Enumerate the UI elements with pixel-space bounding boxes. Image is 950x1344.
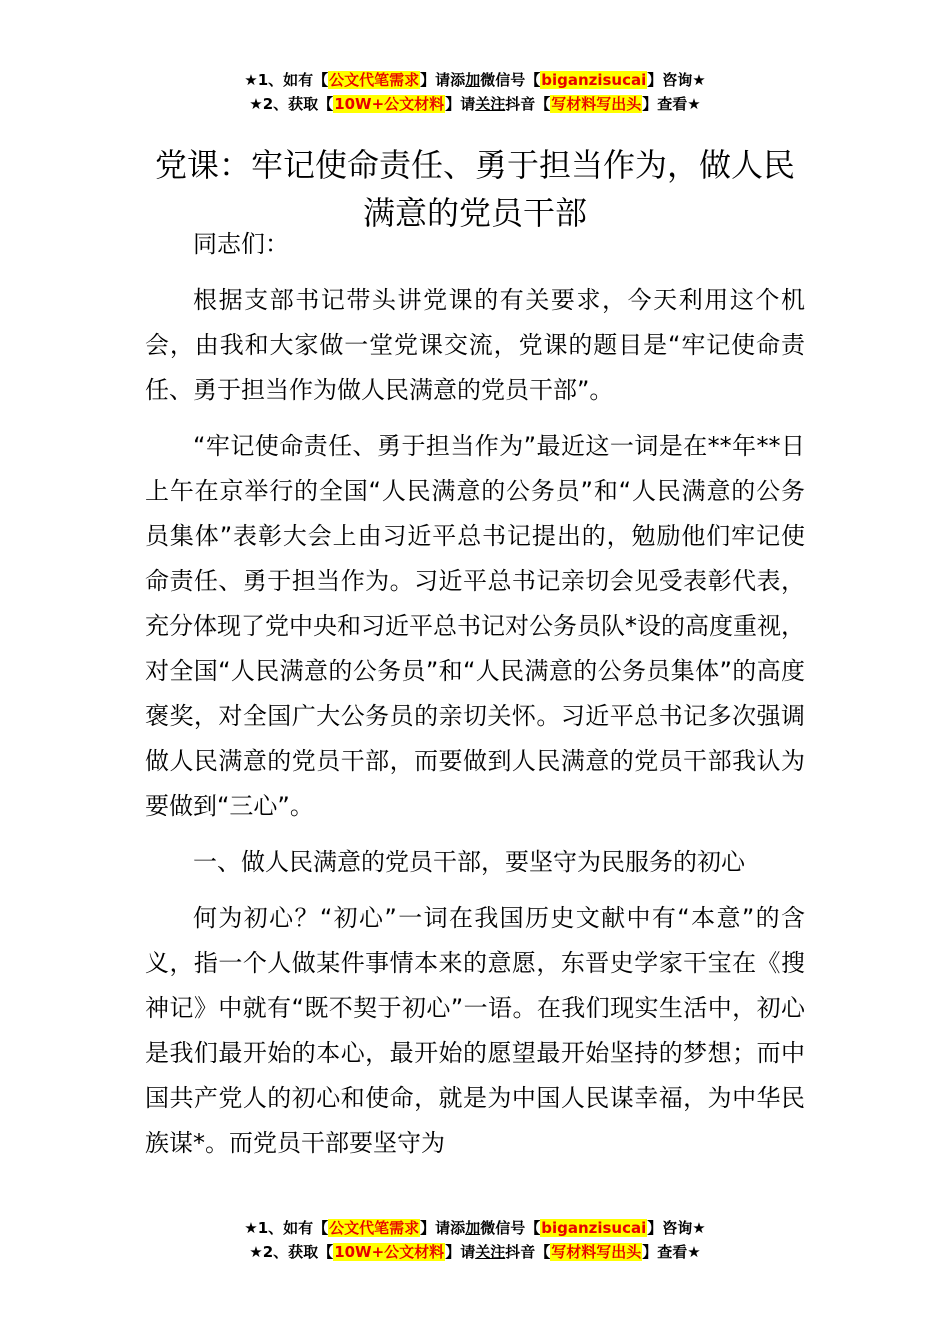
document-title: 党课：牢记使命责任、勇于担当作为，做人民满意的党员干部 <box>154 146 795 233</box>
promo-highlight: 写材料写出头 <box>551 1243 642 1261</box>
promo-line-2: ★2、获取【10W+公文材料】请关注抖音【写材料写出头】查看★ <box>249 1243 701 1261</box>
promo-highlight: 10W+公文材料 <box>334 95 445 113</box>
promo-highlight: 10W+公文材料 <box>334 1243 445 1261</box>
promo-highlight: 公文代笔需求 <box>329 1219 420 1237</box>
paragraph: 同志们： <box>193 230 289 258</box>
footer-promo-banner <box>0 1216 950 1264</box>
paragraph: 何为初心？“初心”一词在我国历史文献中有“本意”的含义，指一个人做某件事情本来的意愿，东晋史学家干宝在《搜神记》中就有“既不契于初心”一语。在我们现实生活中，初心是我们最开始的本心，最开始的愿望最开始坚持的梦想；而中国共产党人的初心和使命，就是为中国人民谋幸福，为中华民族谋*。而党员干部要坚守为 <box>145 904 805 1157</box>
paragraph: “牢记使命责任、勇于担当作为”最近这一词是在**年**日上午在京举行的全国“人民满意的公务员”和“人民满意的公务员集体”表彰大会上由习近平总书记提出的，勉励他们牢记使命责任、勇于担当作为。习近平总书记亲切会见受表彰代表，充分体现了党中央和习近平总书记对公务员队*设的高度重视，对全国“人民满意的公务员”和“人民满意的公务员集体”的高度褒奖，对全国广大公务员的亲切关怀。习近平总书记多次强调做人民满意的党员干部，而要做到人民满意的党员干部我认为要做到“三心”。 <box>145 432 805 820</box>
promo-line-1: ★1、如有【公文代笔需求】请添加微信号【biganzisucai】咨询★ <box>244 71 706 89</box>
promo-highlight: 公文代笔需求 <box>329 71 420 89</box>
document-body <box>145 222 805 1177</box>
promo-line-2: ★2、获取【10W+公文材料】请关注抖音【写材料写出头】查看★ <box>249 95 701 113</box>
promo-highlight: biganzisucai <box>541 1219 647 1237</box>
promo-highlight: biganzisucai <box>541 71 647 89</box>
header-promo-banner <box>0 68 950 116</box>
section-heading: 一、做人民满意的党员干部，要坚守为民服务的初心 <box>193 848 745 876</box>
promo-highlight: 写材料写出头 <box>551 95 642 113</box>
promo-line-1: ★1、如有【公文代笔需求】请添加微信号【biganzisucai】咨询★ <box>244 1219 706 1237</box>
paragraph: 根据支部书记带头讲党课的有关要求，今天利用这个机会，由我和大家做一堂党课交流，党课的题目是“牢记使命责任、勇于担当作为做人民满意的党员干部”。 <box>145 286 805 404</box>
